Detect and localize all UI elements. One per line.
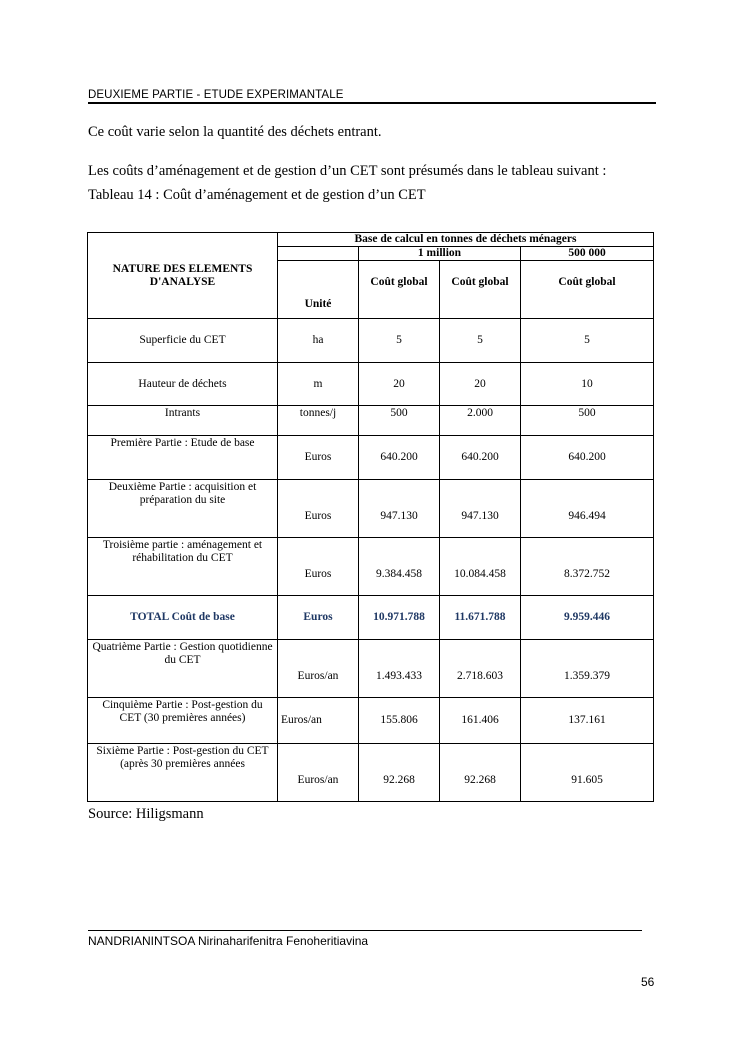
row-value: 500 — [521, 406, 654, 436]
row-unit: Euros/an — [278, 698, 359, 744]
row-value: 500 — [359, 406, 440, 436]
cost-header-3: Coût global — [521, 261, 654, 319]
nature-header: NATURE DES ELEMENTS D'ANALYSE — [88, 233, 278, 319]
row-value: 5 — [359, 319, 440, 363]
total-value: 10.971.788 — [359, 596, 440, 640]
total-label: TOTAL Coût de base — [88, 596, 278, 640]
row-value: 10 — [521, 363, 654, 406]
row-label: Première Partie : Etude de base — [88, 436, 278, 480]
base-header: Base de calcul en tonnes de déchets ménagers — [278, 233, 654, 247]
row-label: Troisième partie : aménagement et réhabilitation du CET — [88, 538, 278, 596]
source-note: Source: Hiligsmann — [88, 806, 204, 822]
row-value: 20 — [359, 363, 440, 406]
cost-header-2: Coût global — [440, 261, 521, 319]
row-value: 640.200 — [521, 436, 654, 480]
group-header-500000: 500 000 — [521, 247, 654, 261]
row-value: 2.000 — [440, 406, 521, 436]
unit-header: Unité — [278, 261, 359, 319]
row-value: 946.494 — [521, 480, 654, 538]
table-row — [88, 436, 654, 480]
table-row — [88, 363, 654, 406]
row-value: 8.372.752 — [521, 538, 654, 596]
row-unit: tonnes/j — [278, 406, 359, 436]
table-intro-paragraph: Les coûts d’aménagement et de gestion d’un CET sont présumés dans le tableau suivant : — [88, 163, 607, 179]
table-row — [88, 319, 654, 363]
row-label: Sixième Partie : Post-gestion du CET (après 30 premières années — [88, 744, 278, 802]
total-value: 9.959.446 — [521, 596, 654, 640]
running-header: DEUXIEME PARTIE - ETUDE EXPERIMANTALE — [88, 89, 656, 104]
row-value: 155.806 — [359, 698, 440, 744]
row-value: 1.359.379 — [521, 640, 654, 698]
row-label: Hauteur de déchets — [88, 363, 278, 406]
intro-paragraph: Ce coût varie selon la quantité des déchets entrant. — [88, 124, 382, 140]
cost-header-1: Coût global — [359, 261, 440, 319]
row-unit: m — [278, 363, 359, 406]
row-value: 91.605 — [521, 744, 654, 802]
row-value: 640.200 — [359, 436, 440, 480]
row-value: 947.130 — [440, 480, 521, 538]
row-unit: Euros — [278, 480, 359, 538]
page-number: 56 — [641, 975, 655, 989]
row-unit: Euros/an — [278, 744, 359, 802]
row-value: 1.493.433 — [359, 640, 440, 698]
row-value: 9.384.458 — [359, 538, 440, 596]
row-label: Deuxième Partie : acquisition et préparation du site — [88, 480, 278, 538]
row-label: Superficie du CET — [88, 319, 278, 363]
total-unit: Euros — [278, 596, 359, 640]
row-value: 92.268 — [440, 744, 521, 802]
row-value: 137.161 — [521, 698, 654, 744]
table-row — [88, 698, 654, 744]
cost-table — [87, 232, 654, 802]
row-value: 947.130 — [359, 480, 440, 538]
footer-author: NANDRIANINTSOA Nirinaharifenitra Fenoheritiavina — [88, 930, 642, 948]
total-value: 11.671.788 — [440, 596, 521, 640]
table-row — [88, 744, 654, 802]
table-caption: Tableau 14 : Coût d’aménagement et de gestion d’un CET — [88, 187, 426, 203]
table-row — [88, 480, 654, 538]
row-value: 20 — [440, 363, 521, 406]
row-value: 92.268 — [359, 744, 440, 802]
row-value: 2.718.603 — [440, 640, 521, 698]
table-row — [88, 538, 654, 596]
table-row — [88, 640, 654, 698]
blank-cell — [278, 247, 359, 261]
row-value: 5 — [440, 319, 521, 363]
row-value: 10.084.458 — [440, 538, 521, 596]
row-value: 161.406 — [440, 698, 521, 744]
row-unit: Euros/an — [278, 640, 359, 698]
row-label: Quatrième Partie : Gestion quotidienne du CET — [88, 640, 278, 698]
row-label: Intrants — [88, 406, 278, 436]
row-unit: ha — [278, 319, 359, 363]
table-row — [88, 406, 654, 436]
row-label: Cinquième Partie : Post-gestion du CET (30 premières années) — [88, 698, 278, 744]
group-header-1-million: 1 million — [359, 247, 521, 261]
row-value: 640.200 — [440, 436, 521, 480]
total-row — [88, 596, 654, 640]
row-unit: Euros — [278, 538, 359, 596]
row-value: 5 — [521, 319, 654, 363]
row-unit: Euros — [278, 436, 359, 480]
